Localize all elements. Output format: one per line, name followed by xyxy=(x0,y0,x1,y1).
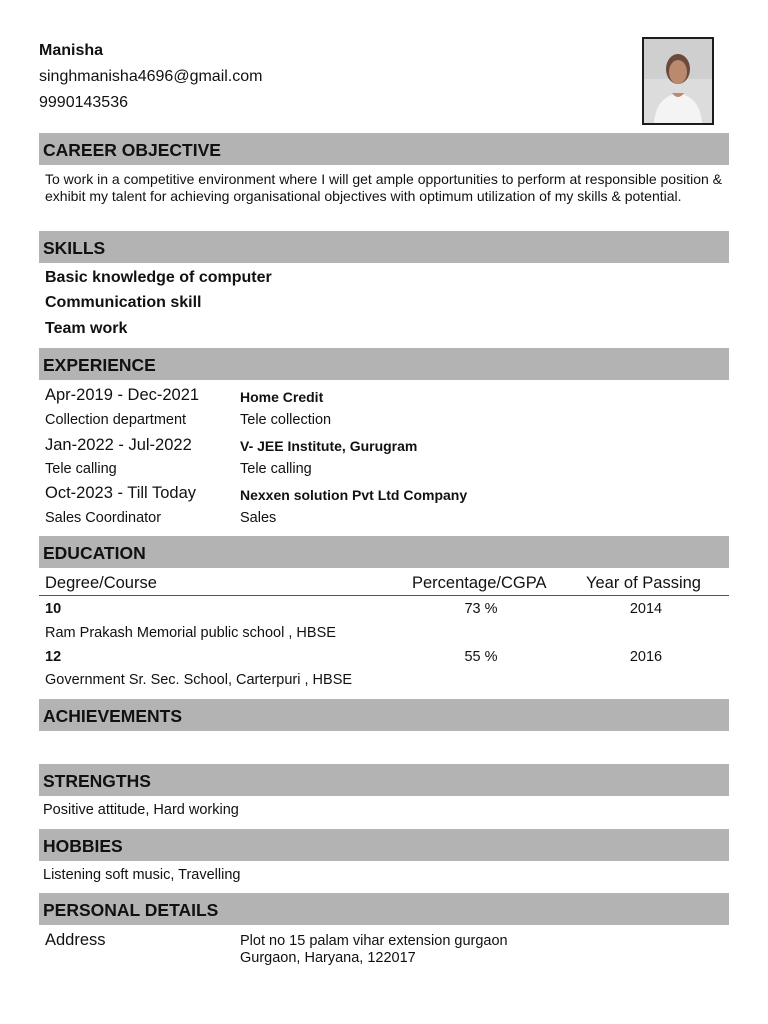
education-percentage: 55 % xyxy=(464,649,498,665)
experience-role: Sales xyxy=(240,510,277,526)
section-hobbies: HOBBIES xyxy=(39,829,729,861)
education-percentage: 73 % xyxy=(464,601,498,617)
experience-company: Home Credit xyxy=(240,389,324,405)
education-year: 2016 xyxy=(629,649,663,665)
email-text: singhmanisha4696@gmail.com xyxy=(39,68,263,85)
candidate-name: Manisha xyxy=(39,42,104,59)
experience-dates: Jan-2022 - Jul-2022 xyxy=(45,436,192,454)
education-column-degree: Degree/Course xyxy=(45,574,157,592)
education-year: 2014 xyxy=(629,601,663,617)
education-school: Government Sr. Sec. School, Carterpuri , HBSE xyxy=(45,672,353,688)
experience-department: Sales Coordinator xyxy=(45,510,162,526)
section-experience: EXPERIENCE xyxy=(39,348,729,380)
section-education: EDUCATION xyxy=(39,536,729,568)
education-school: Ram Prakash Memorial public school , HBSE xyxy=(45,625,336,641)
skill-item: Communication skill xyxy=(45,294,202,311)
person-photo-icon xyxy=(644,39,712,123)
experience-department: Collection department xyxy=(45,412,187,428)
experience-company: V- JEE Institute, Gurugram xyxy=(240,438,418,454)
address-line-1: Plot no 15 palam vihar extension gurgaon xyxy=(240,933,508,949)
section-personal-details: PERSONAL DETAILS xyxy=(39,893,729,925)
education-degree: 12 xyxy=(45,649,62,665)
resume-header xyxy=(39,40,262,116)
career-objective-text: To work in a competitive environment where I will get ample opportunities to perform at responsible position & exhibit my talent for achieving organisational objectives with optimum utilization of my skills & potential. xyxy=(45,171,722,204)
experience-role: Tele collection xyxy=(240,412,332,428)
strengths-text: Positive attitude, Hard working xyxy=(43,802,239,818)
address-line-2: Gurgaon, Haryana, 122017 xyxy=(240,950,416,966)
profile-photo xyxy=(642,37,714,125)
experience-dates: Apr-2019 - Dec-2021 xyxy=(45,386,200,404)
education-column-percentage: Percentage/CGPA xyxy=(412,574,547,592)
experience-role: Tele calling xyxy=(240,461,312,477)
section-achievements: ACHIEVEMENTS xyxy=(39,699,729,731)
experience-dates: Oct-2023 - Till Today xyxy=(45,484,197,502)
education-degree: 10 xyxy=(45,601,62,617)
education-column-year: Year of Passing xyxy=(586,574,701,592)
section-career-objective: CAREER OBJECTIVE xyxy=(39,133,729,165)
skill-item: Basic knowledge of computer xyxy=(45,269,272,286)
section-strengths: STRENGTHS xyxy=(39,764,729,796)
section-skills: SKILLS xyxy=(39,231,729,263)
education-header-divider xyxy=(39,595,729,596)
experience-department: Tele calling xyxy=(45,461,117,477)
skill-item: Team work xyxy=(45,320,128,337)
experience-company: Nexxen solution Pvt Ltd Company xyxy=(240,487,468,503)
hobbies-text: Listening soft music, Travelling xyxy=(43,867,241,883)
phone-text: 9990143536 xyxy=(39,94,128,111)
address-label: Address xyxy=(45,931,106,949)
